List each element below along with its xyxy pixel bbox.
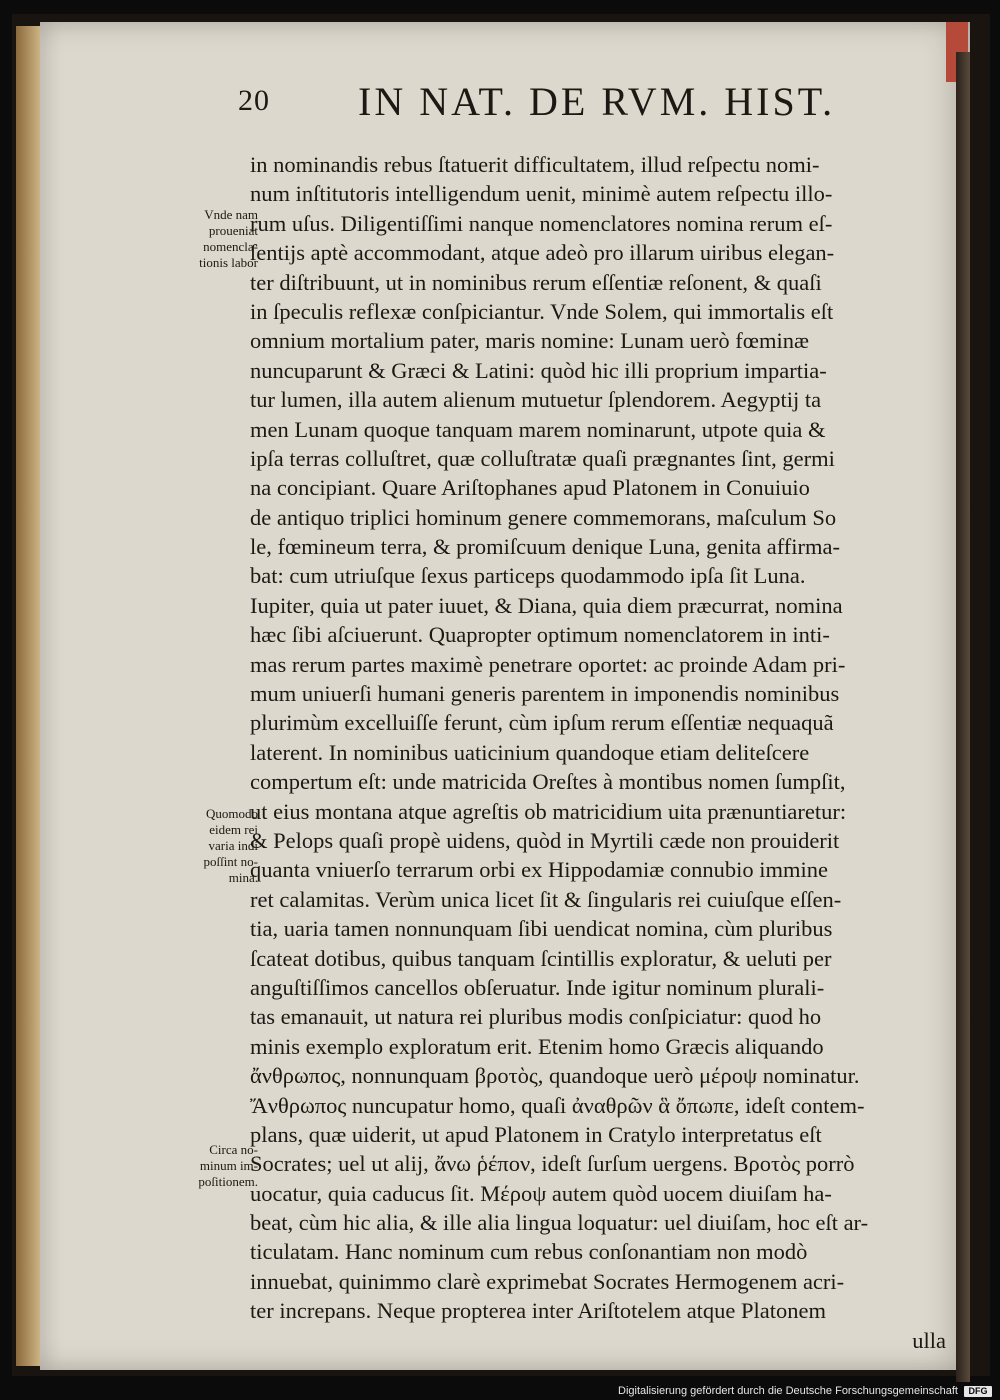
text-line: ipſa terras colluſtret, quæ colluſtratæ quaſi prægnantes ſint, germi	[250, 445, 835, 471]
text-line: ter diſtribuunt, ut in nominibus rerum eſſentiæ reſonent, & quaſi	[250, 269, 822, 295]
text-line: rum uſus. Diligentiſſimi nanque nomenclatores nomina rerum eſ-	[250, 210, 833, 236]
text-line: de antiquo triplici hominum genere commemorans, maſculum So	[250, 504, 837, 530]
text-line: hæc ſibi aſciuerunt. Quapropter optimum nomenclatorem in inti-	[250, 622, 830, 648]
marginal-note-2	[150, 806, 258, 886]
text-line: ret calamitas. Verùm unica licet ſit & ſingularis rei cuiuſque eſſen-	[250, 886, 842, 912]
catchword: ulla	[912, 1327, 946, 1353]
note-line: Quomodo	[206, 806, 258, 821]
text-line: tas emanauit, ut natura rei pluribus modis conſpiciatur: quod ho	[250, 1004, 822, 1030]
text-line: le, fœmineum terra, & promiſcuum denique Luna, genita affirma-	[250, 534, 841, 560]
footer-bar	[600, 1383, 1000, 1400]
note-line: Circa no-	[209, 1142, 258, 1157]
binding-shadow	[956, 52, 970, 1382]
text-line: tia, uaria tamen nonnunquam ſibi uendicat nomina, cùm pluribus	[250, 916, 833, 942]
text-line: mum uniuerſi humani generis parentem in imponendis nominibus	[250, 681, 840, 707]
text-line: anguſtiſſimos cancellos obſeruatur. Inde igitur nominum plurali-	[250, 974, 825, 1000]
note-line: poſſint no-	[203, 854, 258, 869]
note-line: tionis labor	[199, 255, 258, 270]
text-line: Socrates; uel ut alij, ἄνω ῥέπον, ideſt ſurſum uergens. Βροτὸς porrò	[250, 1151, 855, 1177]
text-line: ticulatam. Hanc nominum cum rebus conſonantiam non modò	[250, 1239, 808, 1265]
text-line: omnium mortalium pater, maris nomine: Lunam uerò fœminæ	[250, 328, 809, 354]
text-line: in nominandis rebus ſtatuerit difficultatem, illud reſpectu nomi-	[250, 152, 820, 177]
text-line: men Lunam quoque tanquam marem nominarunt, utpote quia &	[250, 416, 826, 442]
text-line: quanta vniuerſo terrarum orbi ex Hippodamiæ connubio immine	[250, 857, 828, 883]
page-number: 20	[238, 84, 270, 117]
marginal-note-3	[150, 1142, 258, 1190]
text-line: innuebat, quinimmo clarè exprimebat Socrates Hermogenem acri-	[250, 1268, 845, 1294]
text-line: laterent. In nominibus uaticinium quandoque etiam deliteſcere	[250, 739, 810, 765]
text-line: plans, quæ uiderit, ut apud Platonem in Cratylo interpretatus eſt	[250, 1121, 822, 1147]
text-line: ter increpans. Neque propterea inter Ariſtotelem atque Platonem	[250, 1298, 827, 1324]
text-line: uocatur, quia caducus ſit. Μέροψ autem quòd uocem diuiſam ha-	[250, 1180, 832, 1206]
text-line: in ſpeculis reflexæ conſpiciantur. Vnde Solem, qui immortalis eſt	[250, 298, 834, 324]
text-line: ἄνθρωπος, nonnunquam βροτὸς, quandoque uerò μέροψ nominatur.	[250, 1063, 860, 1089]
text-line: beat, cùm hic alia, & ille alia lingua loquatur: uel diuiſam, hoc eſt ar-	[250, 1210, 869, 1236]
text-line: bat: cum utriuſque ſexus particeps quodammodo ipſa ſit Luna.	[250, 563, 806, 589]
text-line: tur lumen, illa autem alienum mutuetur ſplendorem. Aegyptij ta	[250, 387, 822, 413]
note-line: varia indi	[208, 838, 258, 853]
note-line: Vnde nam	[204, 207, 258, 222]
note-line: mina.	[228, 870, 258, 885]
text-line: ut eius montana atque agreſtis ob matricidium uita prænuntiaretur:	[250, 798, 847, 824]
body-text	[250, 150, 950, 1355]
running-head	[238, 78, 838, 132]
note-line: poſitionem.	[198, 1174, 258, 1189]
note-line: eidem rei	[209, 822, 258, 837]
text-line: mas rerum partes maximè penetrare oportet: ac proinde Adam pri-	[250, 651, 846, 677]
text-line: ſentijs aptè accommodant, atque adeò pro illarum uiribus elegan-	[250, 240, 835, 266]
marginal-note-1	[150, 207, 258, 271]
running-title: IN NAT. DE RVM. HIST.	[358, 79, 836, 124]
note-line: nomencla-	[203, 239, 258, 254]
text-line: na concipiant. Quare Ariſtophanes apud Platonem in Conuiuio	[250, 475, 810, 501]
text-line: plurimùm excelluiſſe ferunt, cùm ipſum rerum eſſentiæ nequaquã	[250, 710, 834, 736]
text-line: minis exemplo exploratum erit. Etenim homo Græcis aliquando	[250, 1033, 824, 1059]
dfg-logo-icon: DFG	[964, 1386, 992, 1397]
funding-credit: Digitalisierung gefördert durch die Deutsche Forschungsgemeinschaft	[618, 1385, 958, 1397]
text-line: ſcateat dotibus, quibus tanquam ſcintillis exploratur, & ueluti per	[250, 945, 832, 971]
text-line: num inſtitutoris intelligendum uenit, minimè autem reſpectu illo-	[250, 181, 833, 207]
text-line: compertum eſt: unde matricida Oreſtes à montibus nomen ſumpſit,	[250, 769, 846, 795]
text-line: Iupiter, quia ut pater iuuet, & Diana, quia diem præcurrat, nomina	[250, 592, 843, 618]
note-line: minum im-	[199, 1158, 258, 1173]
text-line: & Pelops quaſi propè uidens, quòd in Myrtili cæde non prouiderit	[250, 827, 840, 853]
text-line: nuncuparunt & Græci & Latini: quòd hic illi proprium impartia-	[250, 357, 827, 383]
note-line: proueniat	[208, 223, 258, 238]
text-line: Ἄνθρωπος nuncupatur homo, quaſi ἀναθρῶν ἃ ὄπωπε, ideſt contem-	[250, 1092, 865, 1118]
